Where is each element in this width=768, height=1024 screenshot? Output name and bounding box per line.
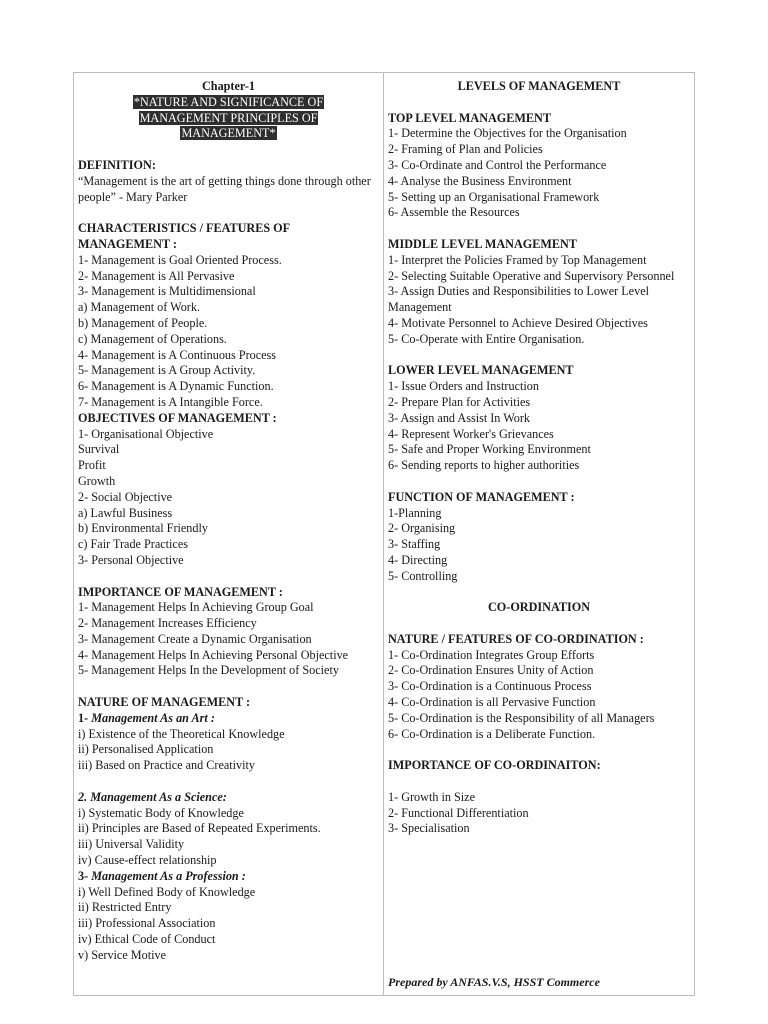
profession-subheading [78, 869, 379, 885]
coordination-title: CO-ORDINATION [487, 600, 591, 615]
list-item: 2- Organising [388, 521, 456, 536]
list-item: 4- Co-Ordination is all Pervasive Function [388, 695, 596, 710]
list-item: 4- Motivate Personnel to Achieve Desired Objectives [388, 315, 648, 330]
list-item: 6- Assemble the Resources [388, 205, 520, 220]
middle-level-list [388, 253, 690, 348]
left-column [74, 73, 384, 995]
list-item: 1- Growth in Size [388, 789, 475, 804]
characteristics-list [78, 253, 379, 411]
list-item: 1- Issue Orders and Instruction [388, 379, 539, 394]
profession-list [78, 885, 379, 964]
list-item: 5- Management Helps In the Development of Society [78, 663, 339, 678]
list-item: 1-Planning [388, 505, 442, 520]
banner-line: *NATURE AND SIGNIFICANCE OF [133, 94, 324, 109]
art-list [78, 727, 379, 774]
list-item: 3- Management is Multidimensional [78, 284, 256, 299]
list-item: Growth [78, 473, 116, 488]
list-item: 3- Co-Ordination is a Continuous Process [388, 679, 592, 694]
objectives-list [78, 427, 379, 569]
characteristics-heading: CHARACTERISTICS / FEATURES OF [78, 221, 291, 236]
list-item: ii) Personalised Application [78, 742, 214, 757]
list-item: 2- Prepare Plan for Activities [388, 394, 531, 409]
chapter-title-banner [78, 95, 379, 142]
list-item: 1- Interpret the Policies Framed by Top Management [388, 252, 647, 267]
list-item: 6- Management is A Dynamic Function. [78, 379, 274, 394]
coordination-nature-heading: NATURE / FEATURES OF CO-ORDINATION : [388, 631, 644, 646]
list-item: v) Service Motive [78, 947, 166, 962]
list-item: 6- Sending reports to higher authorities [388, 458, 580, 473]
list-item: i) Systematic Body of Knowledge [78, 805, 244, 820]
lower-level-list [388, 379, 690, 474]
list-item: 5- Management is A Group Activity. [78, 363, 256, 378]
list-item: 5- Setting up an Organisational Framework [388, 189, 600, 204]
top-level-heading: TOP LEVEL MANAGEMENT [388, 110, 551, 125]
list-item: 2- Co-Ordination Ensures Unity of Action [388, 663, 594, 678]
list-item: 2- Management Increases Efficiency [78, 616, 257, 631]
list-item: 4- Analyse the Business Environment [388, 173, 572, 188]
list-item: 1- Co-Ordination Integrates Group Efforts [388, 647, 595, 662]
list-item: iv) Ethical Code of Conduct [78, 932, 216, 947]
list-item: 2- Management is All Pervasive [78, 268, 235, 283]
list-item: 5- Co-Operate with Entire Organisation. [388, 331, 585, 346]
list-item: iv) Cause-effect relationship [78, 853, 217, 868]
list-item: ii) Restricted Entry [78, 900, 172, 915]
list-item: ii) Principles are Based of Repeated Experiments. [78, 821, 321, 836]
top-level-list [388, 126, 690, 221]
functions-heading: FUNCTION OF MANAGEMENT : [388, 489, 575, 504]
banner-line: MANAGEMENT* [181, 126, 276, 141]
list-item: 4- Management is A Continuous Process [78, 347, 277, 362]
list-item: 6- Co-Ordination is a Deliberate Function. [388, 726, 596, 741]
right-column [384, 73, 694, 995]
list-item: 3- Personal Objective [78, 552, 184, 567]
list-item: i) Well Defined Body of Knowledge [78, 884, 256, 899]
profession-number: 3 [78, 868, 85, 883]
list-item: 1- Determine the Objectives for the Organisation [388, 126, 627, 141]
list-item: c) Fair Trade Practices [78, 537, 188, 552]
coordination-importance-heading: IMPORTANCE OF CO-ORDINAITON: [388, 758, 601, 773]
list-item: 5- Co-Ordination is the Responsibility of all Managers [388, 710, 655, 725]
list-item: iii) Universal Validity [78, 837, 185, 852]
list-item: a) Lawful Business [78, 505, 173, 520]
nature-heading: NATURE OF MANAGEMENT : [78, 695, 251, 710]
list-item: b) Management of People. [78, 315, 208, 330]
art-number: 1 [78, 710, 85, 725]
lower-level-heading: LOWER LEVEL MANAGEMENT [388, 363, 574, 378]
characteristics-heading-cont: MANAGEMENT : [78, 236, 177, 251]
list-item: a) Management of Work. [78, 300, 200, 315]
importance-list [78, 600, 379, 679]
definition-text: “Management is the art of getting things done through other people” - Mary Parker [78, 173, 371, 204]
list-item: 5- Safe and Proper Working Environment [388, 442, 591, 457]
list-item: 2- Framing of Plan and Policies [388, 142, 543, 157]
list-item: Survival [78, 442, 120, 457]
list-item: iii) Professional Association [78, 916, 216, 931]
list-item: 3- Staffing [388, 537, 441, 552]
list-item: 2- Functional Differentiation [388, 805, 529, 820]
list-item: 3- Assign Duties and Responsibilities to Lower Level Management [388, 284, 649, 315]
list-item: 7- Management is A Intangible Force. [78, 394, 263, 409]
list-item: 1- Organisational Objective [78, 426, 214, 441]
chapter-label: Chapter-1 [201, 79, 256, 93]
list-item: 5- Controlling [388, 568, 458, 583]
list-item: c) Management of Operations. [78, 331, 227, 346]
banner-line: MANAGEMENT PRINCIPLES OF [139, 110, 318, 125]
coordination-nature-list [388, 648, 690, 743]
profession-label: - Management As a Profession : [84, 868, 246, 883]
list-item: 4- Represent Worker's Grievances [388, 426, 554, 441]
list-item: 3- Specialisation [388, 821, 470, 836]
list-item: 2- Selecting Suitable Operative and Supervisory Personnel [388, 268, 675, 283]
list-item: 1- Management Helps In Achieving Group Goal [78, 600, 314, 615]
list-item: 3- Management Create a Dynamic Organisation [78, 631, 312, 646]
list-item: 3- Assign and Assist In Work [388, 410, 531, 425]
functions-list [388, 506, 690, 585]
coordination-importance-list [388, 790, 690, 837]
middle-level-heading: MIDDLE LEVEL MANAGEMENT [388, 236, 577, 251]
art-label: - Management As an Art : [84, 710, 215, 725]
objectives-heading: OBJECTIVES OF MANAGEMENT : [78, 410, 277, 425]
document-page [73, 72, 695, 996]
definition-heading: DEFINITION: [78, 157, 156, 172]
list-item: 4- Management Helps In Achieving Personal Objective [78, 647, 349, 662]
science-list [78, 806, 379, 869]
list-item: b) Environmental Friendly [78, 521, 208, 536]
list-item: iii) Based on Practice and Creativity [78, 758, 256, 773]
science-subheading: 2. Management As a Science: [78, 789, 227, 804]
list-item: 2- Social Objective [78, 489, 173, 504]
list-item: i) Existence of the Theoretical Knowledge [78, 726, 285, 741]
list-item: 4- Directing [388, 552, 448, 567]
prepared-by-footer: Prepared by ANFAS.V.S, HSST Commerce [388, 975, 600, 990]
art-subheading [78, 711, 379, 727]
levels-title: LEVELS OF MANAGEMENT [457, 79, 621, 93]
list-item: Profit [78, 458, 106, 473]
importance-heading: IMPORTANCE OF MANAGEMENT : [78, 584, 283, 599]
list-item: 3- Co-Ordinate and Control the Performance [388, 157, 607, 172]
list-item: 1- Management is Goal Oriented Process. [78, 252, 282, 267]
